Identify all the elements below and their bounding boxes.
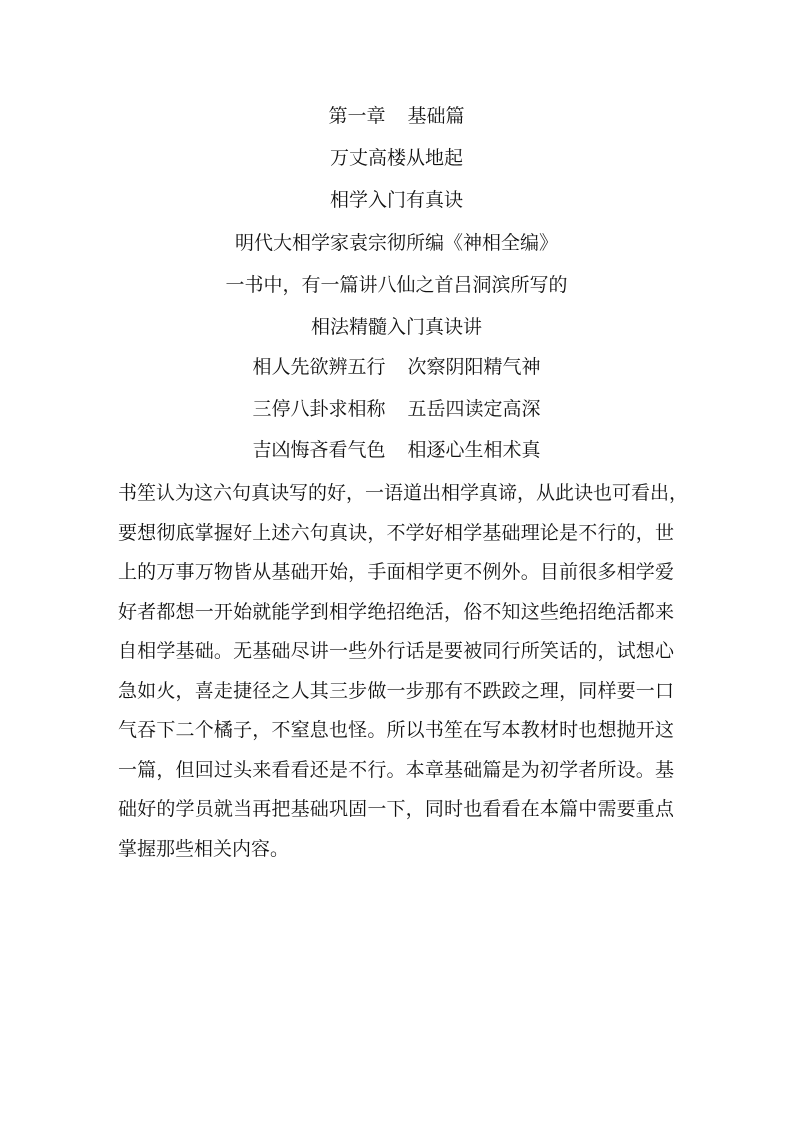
verse-first-half: 三停八卦求相称 (252, 398, 386, 420)
chapter-title: 基础篇 (407, 105, 465, 127)
verse-first-half: 吉凶悔吝看气色 (252, 439, 386, 461)
body-line: 气吞下二个橘子，不窒息也怪。所以书笙在写本教材时也想抛开这 (118, 719, 674, 741)
verse-intro-line: 万丈高楼从地起 (329, 147, 463, 169)
verse-second-half: 相逐心生相术真 (407, 439, 541, 461)
body-line: 一篇，但回过头来看看还是不行。本章基础篇是为初学者所设。基 (118, 758, 674, 781)
body-line: 础好的学员就当再把基础巩固一下，同时也看看在本篇中需要重点 (118, 798, 674, 820)
verse-intro-line: 明代大相学家袁宗彻所编《神相全编》 (234, 232, 558, 254)
chapter-heading (0, 104, 793, 128)
verse-intro-line: 相法精髓入门真诀讲 (310, 316, 482, 338)
verse-second-half: 五岳四读定高深 (407, 398, 541, 420)
verse-couplet (0, 438, 793, 462)
body-line: 书笙认为这六句真诀写的好，一语道出相学真谛，从此诀也可看出， (118, 482, 689, 504)
verse-couplet (0, 397, 793, 421)
body-line: 好者都想一开始就能学到相学绝招绝活，俗不知这些绝招绝活都来 (118, 600, 674, 623)
body-line: 要想彻底掌握好上述六句真诀，不学好相学基础理论是不行的，世 (118, 521, 674, 544)
verse-second-half: 次察阴阳精气神 (407, 356, 541, 378)
body-paragraph (118, 481, 689, 876)
body-line: 急如火，喜走捷径之人其三步做一步那有不跌跤之理，同样要一口 (118, 679, 674, 702)
verse-first-half: 相人先欲辨五行 (252, 356, 386, 378)
verse-intro-line: 相学入门有真诀 (329, 189, 463, 211)
body-line: 上的万事万物皆从基础开始，手面相学更不例外。目前很多相学爱 (118, 561, 674, 583)
body-line: 自相学基础。无基础尽讲一些外行话是要被同行所笑话的，试想心 (118, 640, 674, 662)
verse-intro-line: 一书中，有一篇讲八仙之首吕洞滨所写的 (225, 274, 568, 296)
body-line: 掌握那些相关内容。 (118, 837, 290, 860)
chapter-number: 第一章 (328, 105, 386, 127)
verse-couplet (0, 355, 793, 379)
